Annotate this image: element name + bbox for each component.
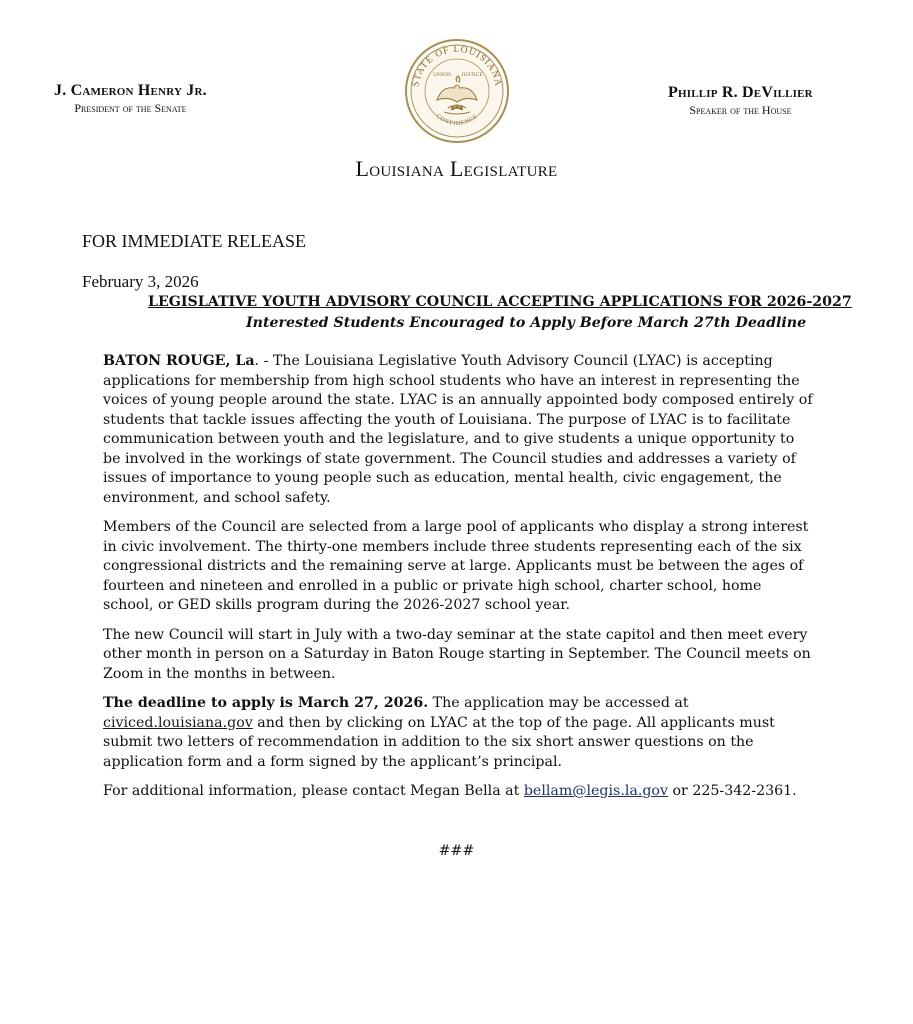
deadline-text-1: The application may be accessed at xyxy=(428,695,689,711)
dateline: BATON ROUGE, La xyxy=(103,353,255,369)
contact-text-2: or 225-342-2361. xyxy=(667,783,797,799)
house-speaker-title: Speaker of the House xyxy=(689,103,792,117)
contact-email-link[interactable]: bellam@legis.la.gov xyxy=(523,783,668,799)
seal-union-text: UNION xyxy=(433,72,451,78)
paragraph-schedule: The new Council will start in July with a two-day seminar at the state capitol and then meet every other month in person on a Saturday in Baton Rouge starting in September. The Council meets on Zoom in the months in between. xyxy=(103,626,811,682)
house-speaker-name: Phillip R. DeVillier xyxy=(668,84,813,101)
release-date: February 3, 2026 xyxy=(82,272,199,291)
house-speaker-block xyxy=(668,84,813,118)
paragraph-intro xyxy=(103,352,815,508)
seal-top-text: STATE OF LOUISIANA xyxy=(411,44,503,88)
release-label: FOR IMMEDIATE RELEASE xyxy=(82,231,306,251)
civiced-link[interactable]: civiced.louisiana.gov xyxy=(103,714,253,731)
paragraph-deadline xyxy=(103,694,815,772)
paragraph-contact xyxy=(103,782,815,802)
senate-president-title: President of the Senate xyxy=(74,101,187,115)
press-subheadline: Interested Students Encouraged to Apply Before March 27th Deadline xyxy=(246,315,807,331)
senate-president-name: J. Cameron Henry Jr. xyxy=(54,82,207,99)
org-title: Louisiana Legislature xyxy=(355,156,558,181)
louisiana-state-seal xyxy=(404,38,510,144)
end-mark: ### xyxy=(438,843,475,859)
senate-president-block xyxy=(54,82,207,116)
paragraph-membership: Members of the Council are selected from a large pool of applicants who display a strong interest in civic involvement. The thirty-one members include three students representing each of the six congressional districts and the remaining serve at large. Applicants must be between the ages of fourteen and nineteen and enrolled in a public or private high school, charter school, home school, or GED skills program during the 2026-2027 school year. xyxy=(103,519,809,613)
contact-text-1: For additional information, please contact Megan Bella at xyxy=(103,783,524,799)
seal-justice-text: JUSTICE xyxy=(461,72,483,78)
deadline-text-2: and then by clicking on LYAC at the top of the page. All applicants must submit two letters of recommendation in addition to the six short answer questions on the application form and a form signed by the applicant’s principal. xyxy=(103,714,775,770)
seal-confidence-text: CONFIDENCE xyxy=(434,113,480,128)
intro-text: . - The Louisiana Legislative Youth Advisory Council (LYAC) is accepting applications for membership from high school students who have an interest in representing the voices of young people around the state. LYAC is an annually appointed body composed entirely of students that tackle issues affecting the youth of Louisiana. The purpose of LYAC is to facilitate communication between youth and the legislature, and to give students a unique opportunity to be involved in the workings of state government. The Council studies and addresses a variety of issues of importance to young people such as education, mental health, civic engagement, the environment, and school safety. xyxy=(103,353,813,506)
press-headline: LEGISLATIVE YOUTH ADVISORY COUNCIL ACCEPTING APPLICATIONS FOR 2026-2027 xyxy=(148,294,852,310)
press-body xyxy=(103,352,815,812)
deadline-text: The deadline to apply is March 27, 2026. xyxy=(103,695,429,711)
seal-graphic xyxy=(404,38,510,144)
